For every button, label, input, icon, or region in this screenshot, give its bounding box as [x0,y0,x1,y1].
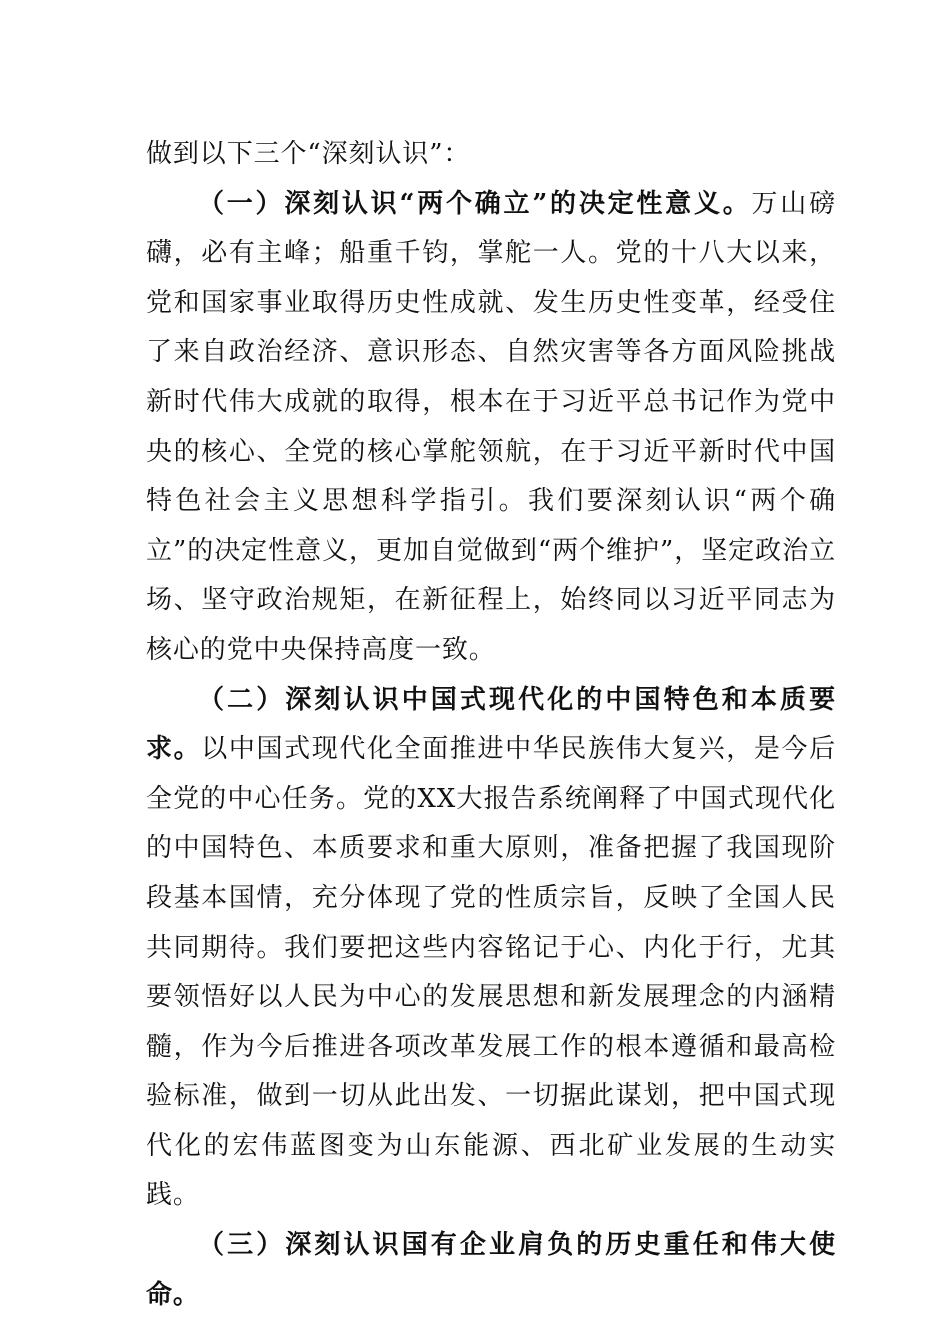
section-3-paragraph [146,1221,836,1320]
intro-text: 做到以下三个“深刻认识”： [146,139,471,169]
section-1-paragraph [146,180,836,676]
document-page [146,130,836,1320]
intro-paragraph [146,130,836,180]
section-1-heading: （一）深刻认识“两个确立”的决定性意义。 [198,188,752,219]
section-2-body: 以中国式现代化全面推进中华民族伟大复兴，是今后全党的中心任务。党的XX大报告系统阐释了中国式现代化的中国特色、本质要求和重大原则，准备把握了我国现阶段基本国情，充分体现了党的性质宗旨，反映了全国人民共同期待。我们要把这些内容铭记于心、内化于行，尤其要领悟好以人民为中心的发展思想和新发展理念的内涵精髓，作为今后推进各项改革发展工作的根本遵循和最高检验标准，做到一切从此出发、一切据此谋划，把中国式现代化的宏伟蓝图变为山东能源、西北矿业发展的生动实践。 [146,734,836,1211]
section-1-body: 万山磅礴，必有主峰；船重千钧，掌舵一人。党的十八大以来，党和国家事业取得历史性成就、发生历史性变革，经受住了来自政治经济、意识形态、自然灾害等各方面风险挑战新时代伟大成就的取得，根本在于习近平总书记作为党中央的核心、全党的核心掌舵领航，在于习近平新时代中国特色社会主义思想科学指引。我们要深刻认识“两个确立”的决定性意义，更加自觉做到“两个维护”，坚定政治立场、坚守政治规矩，在新征程上，始终同以习近平同志为核心的党中央保持高度一致。 [146,188,836,665]
section-2-paragraph [146,676,836,1222]
section-3-heading: （三）深刻认识国有企业肩负的历史重任和伟大使命。 [146,1230,836,1310]
section-2-heading: （二）深刻认识中国式现代化的中国特色和本质要求。 [146,684,836,765]
